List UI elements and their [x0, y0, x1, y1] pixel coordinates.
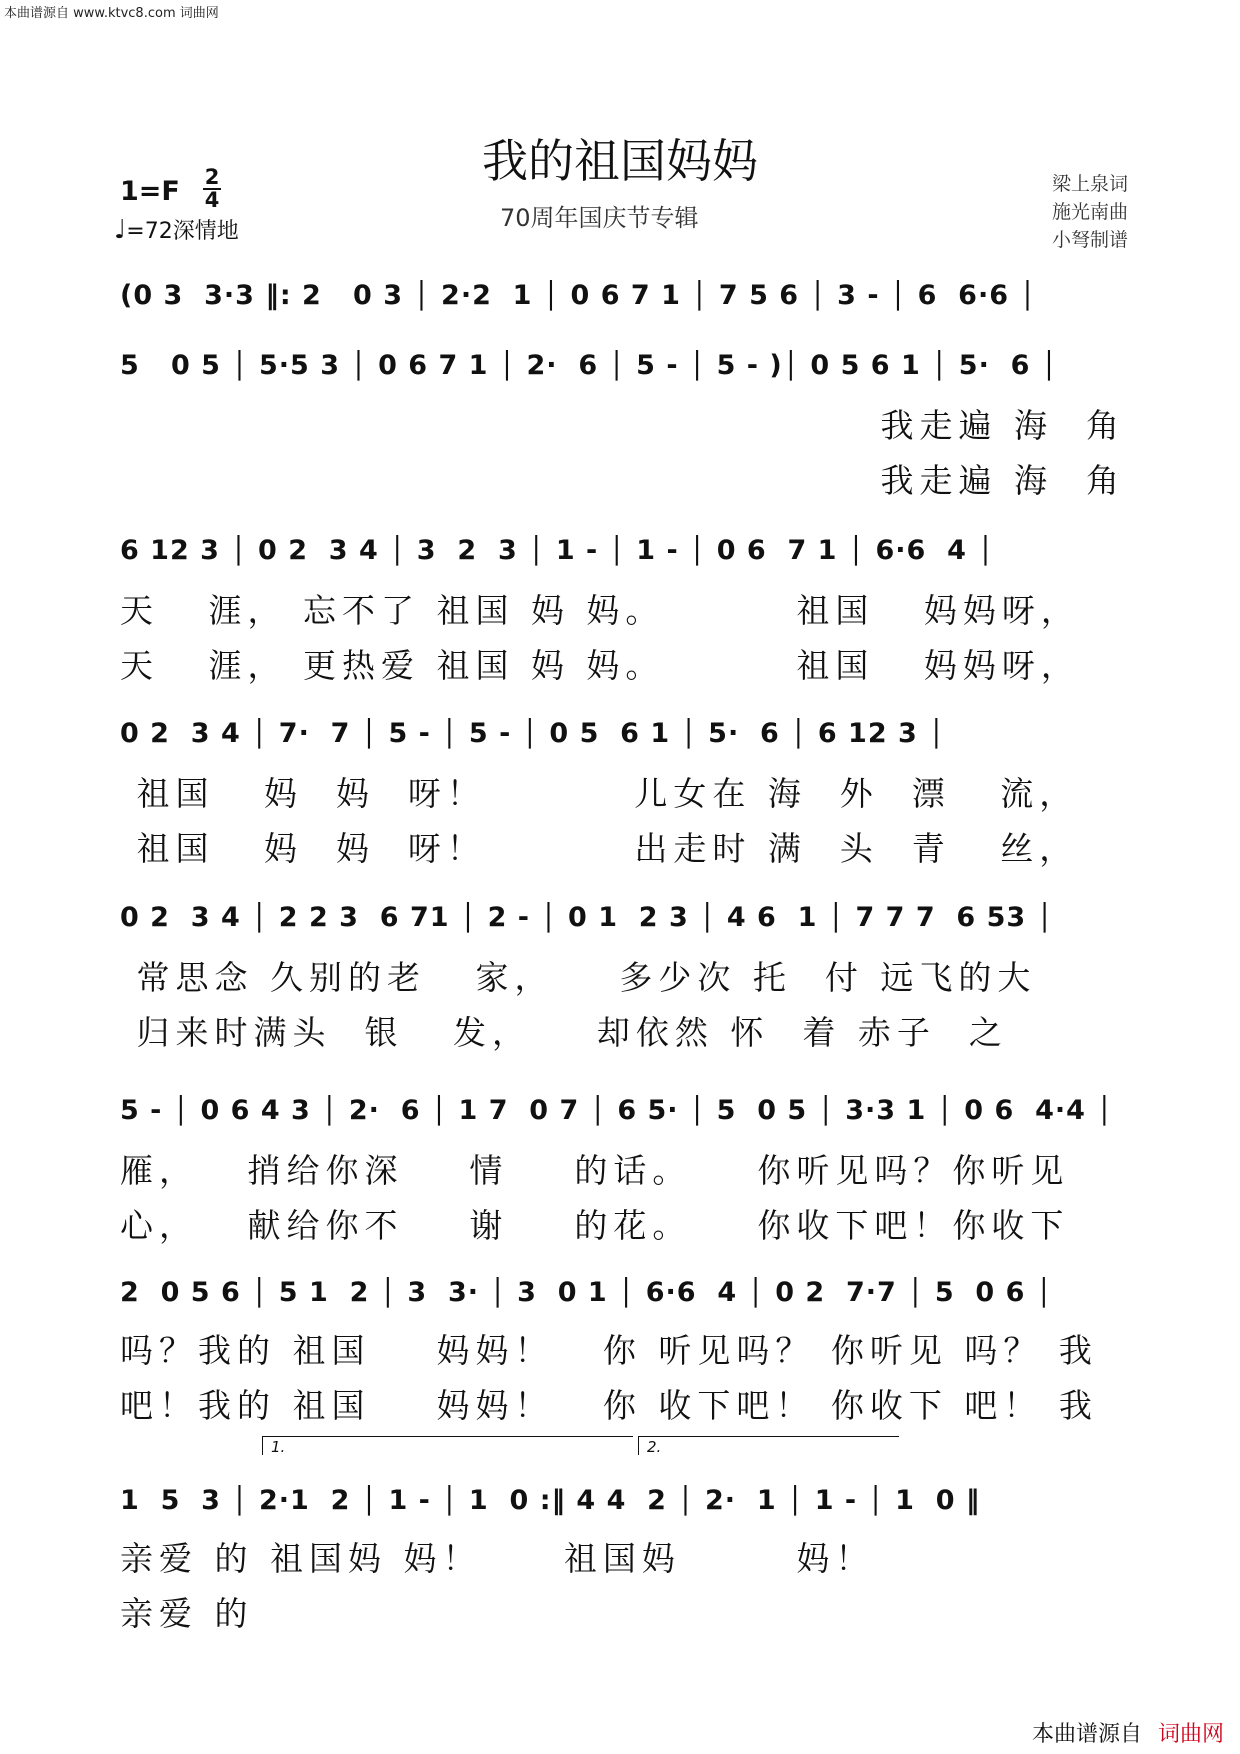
notation-line-7: 2 0 5 6 │ 5 1 2 │ 3 3· │ 3 0 1 │ 6·6 4 │ 0 2 7·7 │ 5 0 6 │ [120, 1277, 1054, 1308]
time-bottom: 4 [204, 188, 220, 212]
notation-line-5: 0 2 3 4 │ 2 2 3 6 71 │ 2 - │ 0 1 2 3 │ 4 6 1 │ 7 7 7 6 53 │ [120, 902, 1054, 933]
lyric-line-8-verse-1: 亲爱 的 祖国妈 妈！ 祖国妈 妈！ [120, 1539, 875, 1578]
time-top: 2 [204, 165, 220, 189]
lyric-line-8-verse-2: 亲爱 的 [120, 1594, 254, 1633]
lyric-line-2-verse-1: 我走遍 海 角 [880, 406, 1125, 445]
lyric-line-4-verse-1: 祖国 妈 妈 呀！ 儿女在 海 外 漂 流， [120, 774, 1079, 813]
footer-site: 词曲网 [1157, 1722, 1224, 1747]
notation-line-8: 1 5 3 │ 2·1 2 │ 1 - │ 1 0 :‖ 4 4 2 │ 2· 1 │ 1 - │ 1 0 ‖ [120, 1485, 981, 1516]
notation-line-2: 5 0 5 │ 5·5 3 │ 0 6 7 1 │ 2· 6 │ 5 - │ 5 - )│ 0 5 6 1 │ 5· 6 │ [120, 350, 1059, 381]
lyric-line-3-verse-2: 天 涯， 更热爱 祖国 妈 妈。 祖国 妈妈呀， [120, 646, 1080, 685]
composer: 施光南曲 [1051, 201, 1128, 223]
lyric-line-5-verse-2: 归来时满头 银 发， 却依然 怀 着 赤子 之 [120, 1013, 1008, 1052]
second-ending-bracket: 2. [638, 1436, 899, 1455]
expression: 深情地 [172, 219, 239, 244]
lyric-line-6-verse-2: 心， 献给你不 谢 的花。 你收下吧！你收下 [120, 1206, 1070, 1245]
lyric-line-7-verse-2: 吧！我的 祖国 妈妈！ 你 收下吧！ 你收下 吧！ 我 [120, 1386, 1098, 1425]
quarter-note-icon: ♩ [114, 215, 127, 245]
footer [1032, 1717, 1224, 1748]
notation-line-1: (0 3 3·3 ‖: 2 0 3 │ 2·2 1 │ 0 6 7 1 │ 7 5 6 │ 3 - │ 6 6·6 │ [120, 280, 1037, 311]
lyric-line-2-verse-2: 我走遍 海 角 [880, 461, 1125, 500]
subtitle: 70周年国庆节专辑 [500, 204, 699, 232]
lyric-line-3-verse-1: 天 涯， 忘不了 祖国 妈 妈。 祖国 妈妈呀， [120, 591, 1080, 630]
lyric-line-6-verse-1: 雁， 捎给你深 情 的话。 你听见吗？你听见 [120, 1151, 1070, 1190]
tempo-value: =72 [126, 219, 173, 244]
key-signature: 1=F [120, 176, 180, 207]
lyric-line-7-verse-1: 吗？我的 祖国 妈妈！ 你 听见吗？ 你听见 吗？ 我 [120, 1331, 1098, 1370]
credits [1052, 170, 1128, 254]
notation-line-4: 0 2 3 4 │ 7· 7 │ 5 - │ 5 - │ 0 5 6 1 │ 5· 6 │ 6 12 3 │ [120, 718, 946, 749]
watermark: 本曲谱源自 www.ktvc8.com 词曲网 [4, 6, 219, 21]
footer-source: 本曲谱源自 [1031, 1722, 1142, 1747]
notation-line-6: 5 - │ 0 6 4 3 │ 2· 6 │ 1 7 0 7 │ 6 5· │ 5 0 5 │ 3·3 1 │ 0 6 4·4 │ [120, 1095, 1114, 1126]
lyric-line-5-verse-1: 常思念 久别的老 家， 多少次 托 付 远飞的大 [120, 958, 1037, 997]
arranger: 小弩制谱 [1051, 229, 1128, 251]
lyricist: 梁上泉词 [1051, 173, 1128, 195]
tempo [114, 214, 239, 245]
first-ending-bracket: 1. [262, 1436, 633, 1455]
notation-line-3: 6 12 3 │ 0 2 3 4 │ 3 2 3 │ 1 - │ 1 - │ 0 6 7 1 │ 6·6 4 │ [120, 535, 995, 566]
song-title: 我的祖国妈妈 [482, 134, 758, 188]
time-signature [203, 165, 221, 212]
lyric-line-4-verse-2: 祖国 妈 妈 呀！ 出走时 满 头 青 丝， [120, 829, 1079, 868]
